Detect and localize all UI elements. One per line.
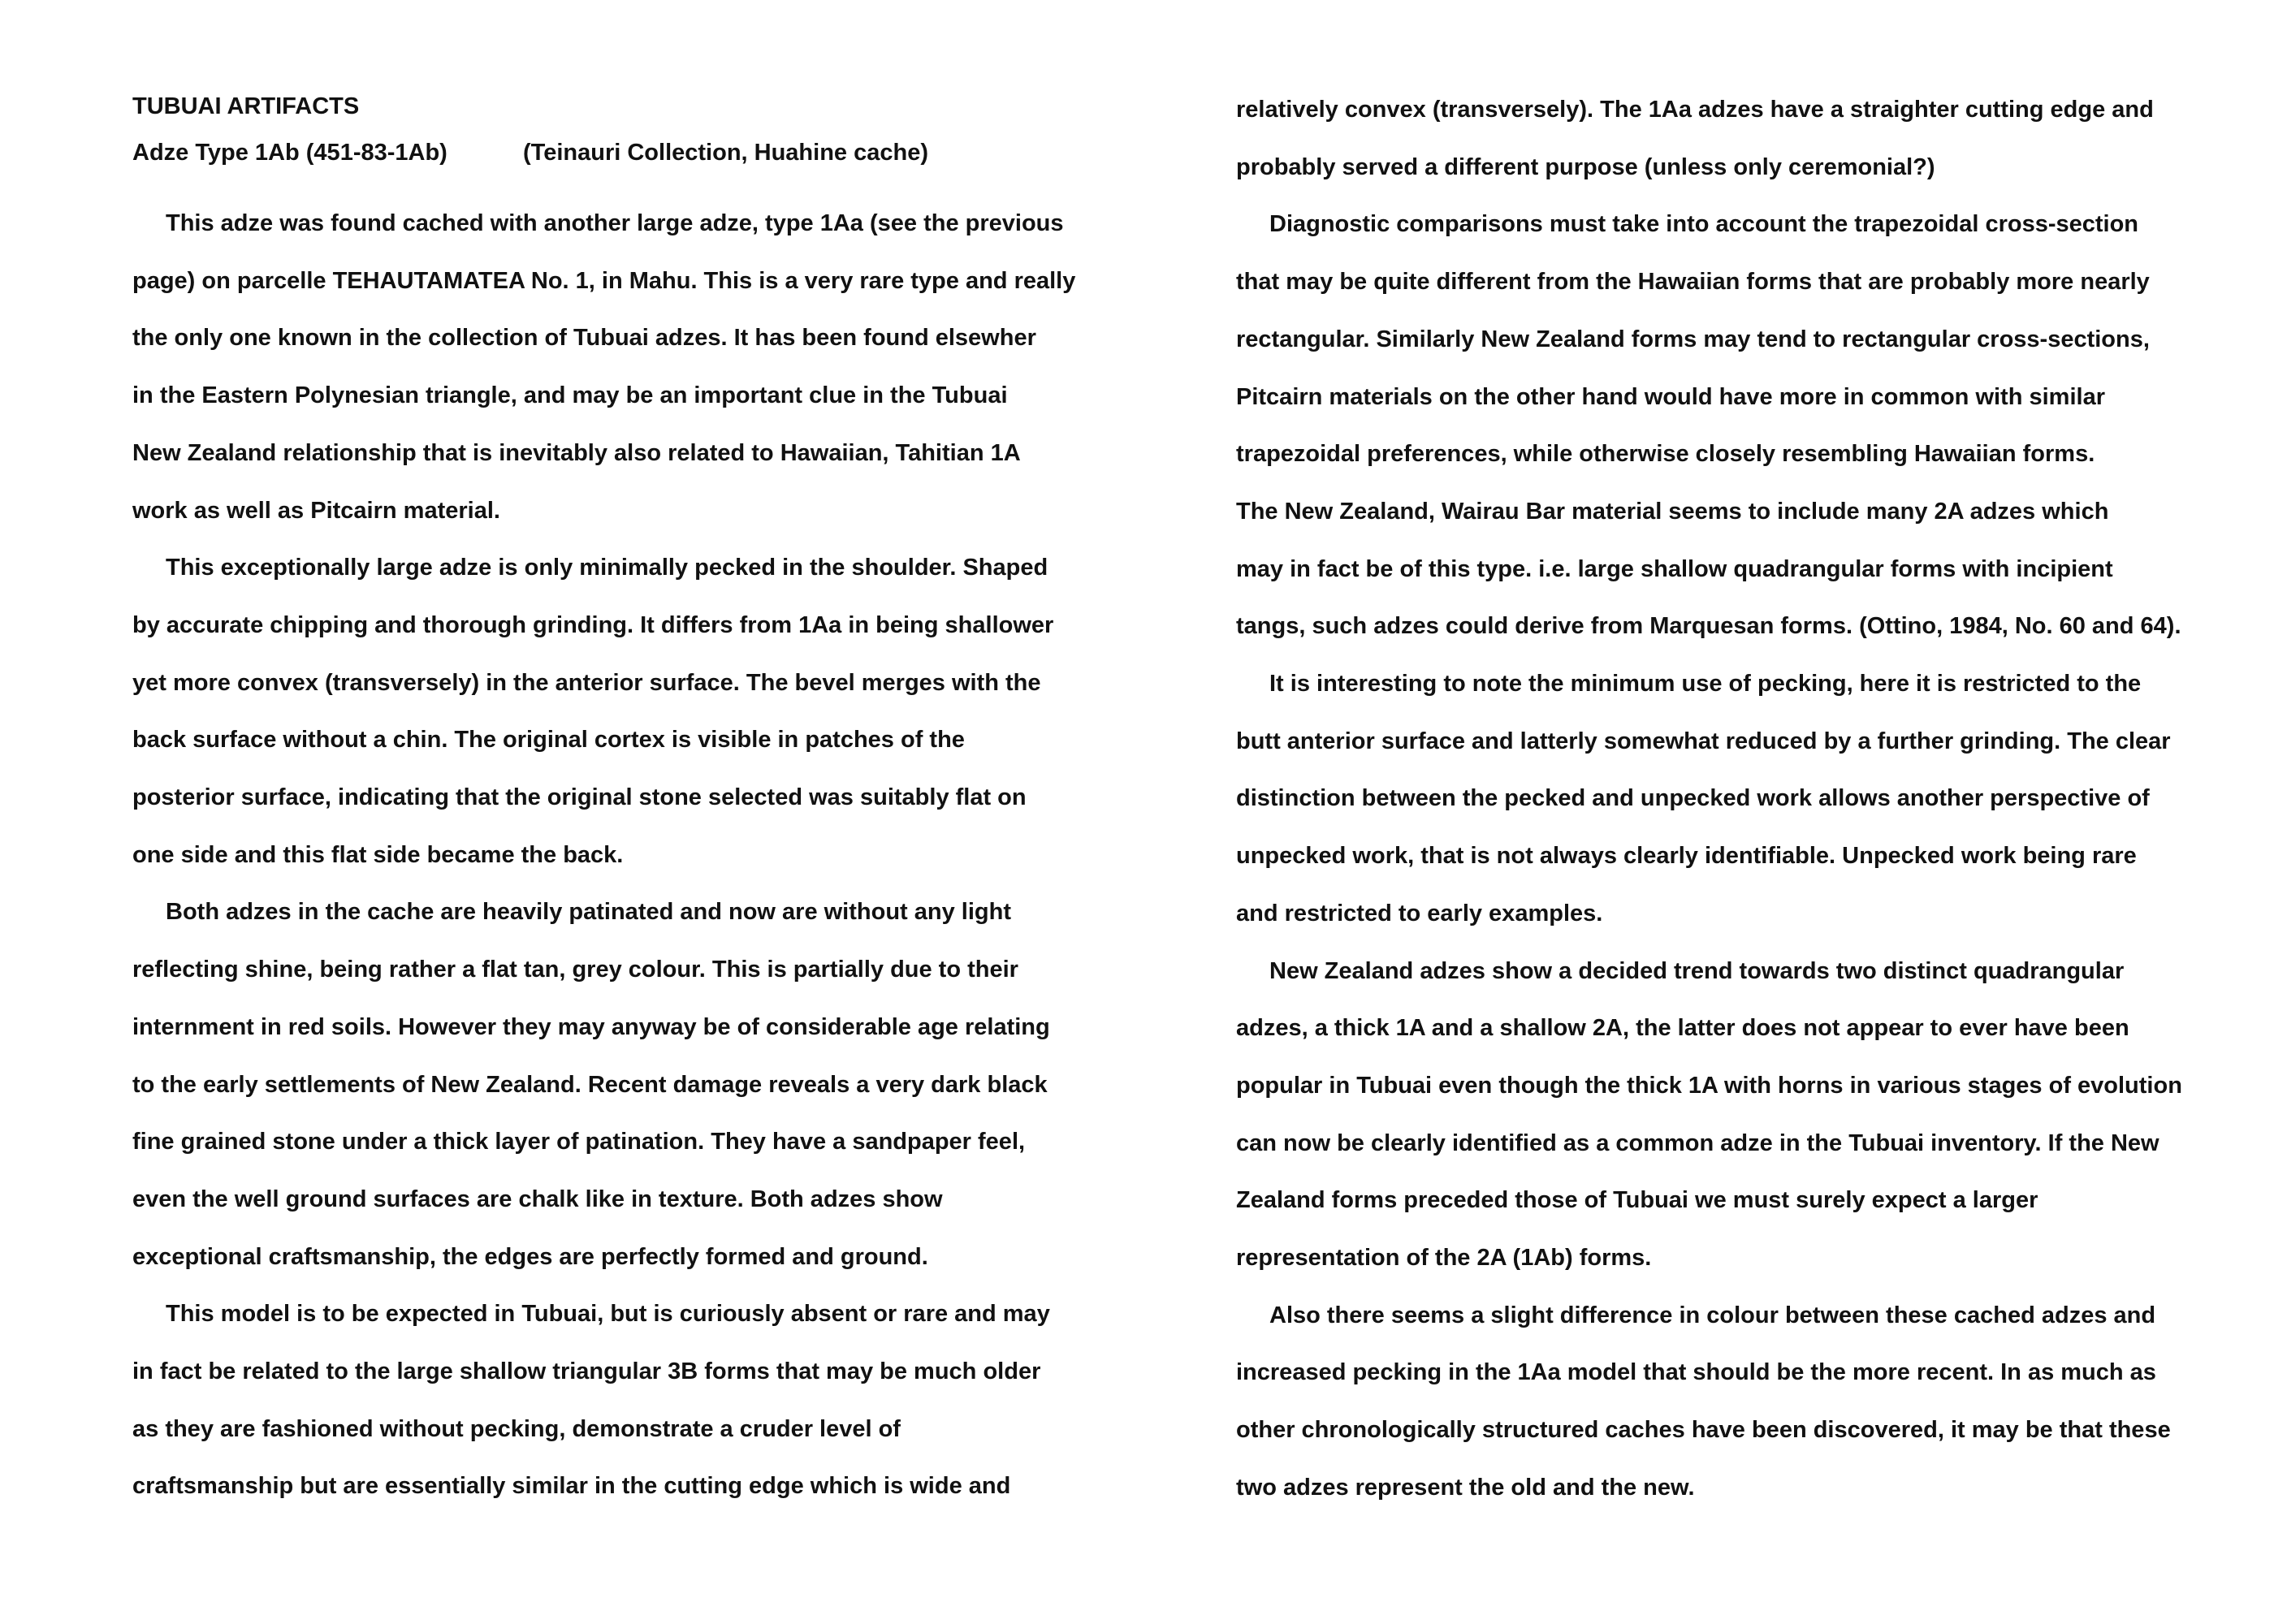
- text-line: to the early settlements of New Zealand. Recent damage reveals a very dark black: [132, 1071, 1048, 1098]
- text-line: fine grained stone under a thick layer of patination. They have a sandpaper feel,: [132, 1129, 1026, 1155]
- text-line: the only one known in the collection of Tubuai adzes. It has been found elsewher: [132, 325, 1036, 352]
- text-line: Diagnostic comparisons must take into account the trapezoidal cross-section: [1269, 211, 2139, 238]
- page-title: TUBUAI ARTIFACTS: [132, 93, 360, 119]
- text-line: as they are fashioned without pecking, demonstrate a cruder level of: [132, 1415, 901, 1442]
- text-line: tangs, such adzes could derive from Marquesan forms. (Ottino, 1984, No. 60 and 64).: [1236, 613, 2181, 640]
- text-line: and restricted to early examples.: [1236, 900, 1603, 926]
- text-line: rectangular. Similarly New Zealand forms may tend to rectangular cross-sections,: [1236, 326, 2150, 352]
- text-line: can now be clearly identified as a common adze in the Tubuai inventory. If the New: [1236, 1129, 2159, 1156]
- text-line: craftsmanship but are essentially similar in the cutting edge which is wide and: [132, 1473, 1011, 1500]
- text-line: in fact be related to the large shallow triangular 3B forms that may be much older: [132, 1358, 1041, 1384]
- text-line: relatively convex (transversely). The 1Aa adzes have a straighter cutting edge and: [1236, 97, 2154, 123]
- text-line: Also there seems a slight difference in colour between these cached adzes and: [1269, 1302, 2156, 1328]
- collection-heading: (Teinauri Collection, Huahine cache): [523, 140, 928, 166]
- text-line: by accurate chipping and thorough grinding. It differs from 1Aa in being shallower: [132, 611, 1054, 638]
- text-line: that may be quite different from the Hawaiian forms that are probably more nearly: [1236, 269, 2150, 296]
- text-line: trapezoidal preferences, while otherwise closely resembling Hawaiian forms.: [1236, 441, 2095, 468]
- text-line: internment in red soils. However they may anyway be of considerable age relating: [132, 1013, 1050, 1040]
- text-line: This exceptionally large adze is only minimally pecked in the shoulder. Shaped: [166, 555, 1048, 581]
- text-line: Zealand forms preceded those of Tubuai we must surely expect a larger: [1236, 1187, 2038, 1214]
- text-line: representation of the 2A (1Ab) forms.: [1236, 1245, 1652, 1271]
- adze-type-heading: Adze Type 1Ab (451-83-1Ab): [132, 140, 447, 166]
- text-line: New Zealand relationship that is inevitably also related to Hawaiian, Tahitian 1A: [132, 439, 1021, 466]
- text-line: This adze was found cached with another large adze, type 1Aa (see the previous: [166, 210, 1064, 236]
- text-line: Pitcairn materials on the other hand would have more in common with similar: [1236, 383, 2105, 410]
- text-line: one side and this flat side became the back.: [132, 841, 624, 868]
- text-line: distinction between the pecked and unpecked work allows another perspective of: [1236, 785, 2150, 812]
- text-line: in the Eastern Polynesian triangle, and may be an important clue in the Tubuai: [132, 382, 1008, 409]
- text-line: probably served a different purpose (unless only ceremonial?): [1236, 153, 1935, 180]
- text-line: yet more convex (transversely) in the anterior surface. The bevel merges with the: [132, 669, 1041, 696]
- text-line: Both adzes in the cache are heavily patinated and now are without any light: [166, 899, 1011, 926]
- text-line: reflecting shine, being rather a flat tan, grey colour. This is partially due to their: [132, 957, 1018, 983]
- text-line: other chronologically structured caches have been discovered, it may be that these: [1236, 1417, 2171, 1444]
- text-line: page) on parcelle TEHAUTAMATEA No. 1, in Mahu. This is a very rare type and really: [132, 267, 1076, 294]
- text-line: The New Zealand, Wairau Bar material seems to include many 2A adzes which: [1236, 498, 2109, 525]
- text-line: two adzes represent the old and the new.: [1236, 1474, 1695, 1501]
- text-line: It is interesting to note the minimum use of pecking, here it is restricted to the: [1269, 671, 2142, 697]
- text-line: New Zealand adzes show a decided trend towards two distinct quadrangular: [1269, 957, 2125, 984]
- text-line: exceptional craftsmanship, the edges are perfectly formed and ground.: [132, 1243, 928, 1270]
- text-line: increased pecking in the 1Aa model that should be the more recent. In as much as: [1236, 1359, 2156, 1386]
- text-line: work as well as Pitcairn material.: [132, 497, 500, 524]
- text-line: adzes, a thick 1A and a shallow 2A, the latter does not appear to ever have been: [1236, 1015, 2129, 1042]
- text-line: This model is to be expected in Tubuai, but is curiously absent or rare and may: [166, 1301, 1050, 1328]
- text-line: back surface without a chin. The original cortex is visible in patches of the: [132, 727, 965, 754]
- text-line: popular in Tubuai even though the thick 1A with horns in various stages of evolution: [1236, 1072, 2182, 1099]
- text-line: even the well ground surfaces are chalk like in texture. Both adzes show: [132, 1186, 943, 1212]
- text-line: unpecked work, that is not always clearly identifiable. Unpecked work being rare: [1236, 843, 2137, 870]
- text-line: posterior surface, indicating that the original stone selected was suitably flat on: [132, 784, 1027, 810]
- text-line: butt anterior surface and latterly somewhat reduced by a further grinding. The clear: [1236, 728, 2171, 754]
- text-line: may in fact be of this type. i.e. large shallow quadrangular forms with incipient: [1236, 555, 2113, 582]
